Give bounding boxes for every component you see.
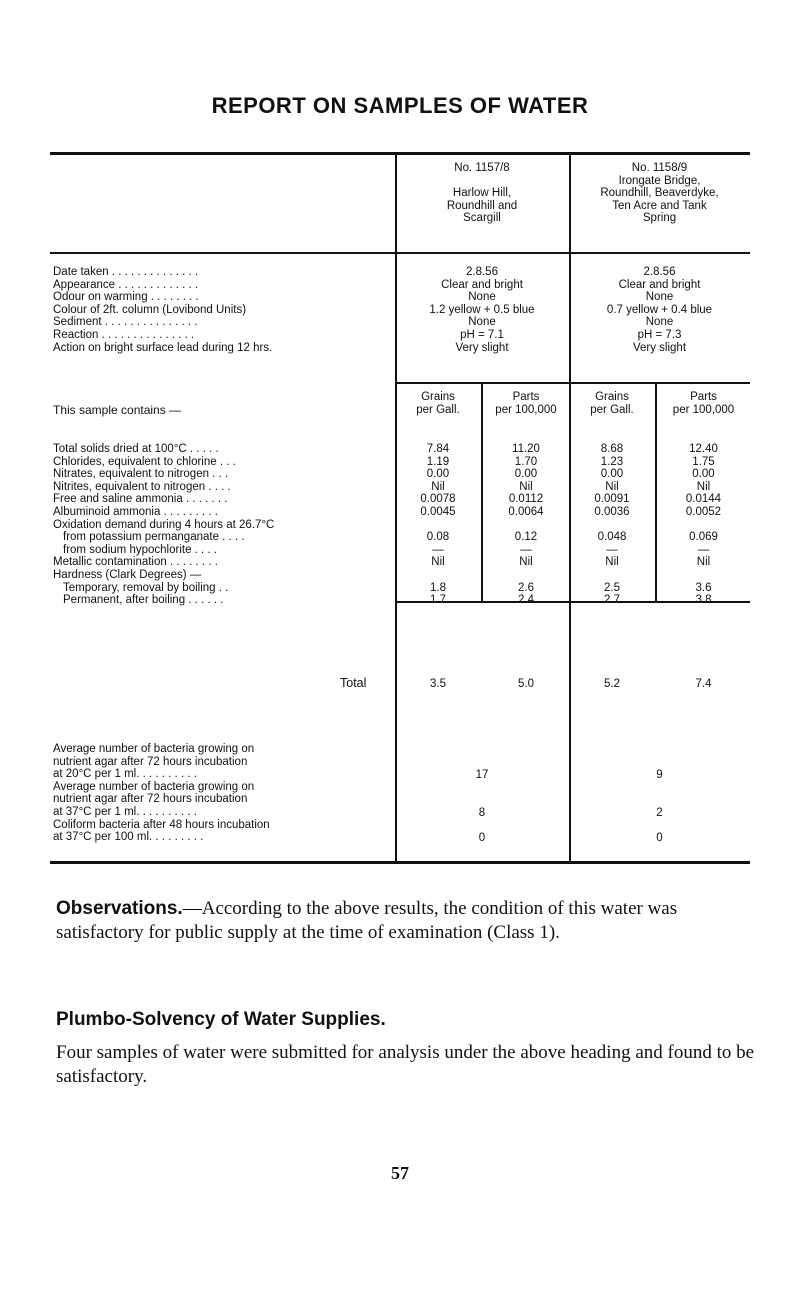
total-value-4: 7.4 xyxy=(695,678,712,690)
general-value: None xyxy=(645,291,674,304)
analysis-value: 12.40 xyxy=(689,443,718,455)
bacteria-sample2-37c: 2 xyxy=(656,807,663,819)
analysis-value: 8.68 xyxy=(600,443,624,455)
analysis-value: Nil xyxy=(519,480,533,493)
analysis-value: 1.19 xyxy=(426,455,450,468)
analysis-value: 2.4 xyxy=(518,594,534,607)
analysis-label: Free and saline ammonia . . . . . . . xyxy=(53,493,228,506)
bacteria-label: at 37°C per 100 ml. . . . . . . . . xyxy=(53,831,204,844)
general-value: 2.8.56 xyxy=(466,266,498,278)
general-value: Very slight xyxy=(632,341,687,354)
bacteria-sample1-20c: 17 xyxy=(475,769,489,781)
general-value: Clear and bright xyxy=(441,278,523,291)
analysis-label: Total solids dried at 100°C . . . . . xyxy=(53,443,219,455)
analysis-value xyxy=(483,519,569,532)
general-value: Very slight xyxy=(455,341,509,354)
analysis-value: — xyxy=(432,543,444,556)
contains-label: This sample contains — xyxy=(53,403,182,417)
analysis-value: — xyxy=(520,543,532,556)
analysis-value: 0.00 xyxy=(426,468,450,481)
unit-line: Parts xyxy=(690,391,717,403)
unit-line: per Gall. xyxy=(590,403,634,416)
page-title: REPORT ON SAMPLES OF WATER xyxy=(211,93,589,118)
general-value: None xyxy=(468,291,496,304)
bacteria-sample2-20c: 9 xyxy=(656,769,663,781)
unit-line: Parts xyxy=(512,391,540,403)
bacteria-label: Average number of bacteria growing on xyxy=(53,743,255,755)
page-number: 57 xyxy=(391,1163,409,1183)
sample1-header-line: Harlow Hill, xyxy=(452,187,512,200)
analysis-value: 0.0091 xyxy=(594,493,630,506)
sample1-header-line: No. 1157/8 xyxy=(454,162,510,174)
plumbo-text: Four samples of water were submitted for analysis under the above heading and found to be satisfactory. xyxy=(56,1042,755,1087)
analysis-value: 1.70 xyxy=(514,455,538,468)
analysis-label: Chlorides, equivalent to chlorine . . . xyxy=(53,455,236,468)
analysis-value: 0.0078 xyxy=(420,493,456,506)
row-divider-units xyxy=(395,382,750,384)
analysis-value xyxy=(395,519,481,532)
bacteria-label: nutrient agar after 72 hours incubation xyxy=(53,793,248,806)
unit-line: per 100,000 xyxy=(495,403,557,416)
analysis-col3 xyxy=(569,443,655,607)
analysis-value xyxy=(569,519,655,532)
analysis-value xyxy=(569,569,655,582)
analysis-col4 xyxy=(657,443,750,607)
analysis-value: Nil xyxy=(696,556,711,569)
sample2-header-line: No. 1158/9 xyxy=(631,162,688,174)
water-sample-table xyxy=(50,152,750,864)
general-value: pH = 7.1 xyxy=(460,328,504,341)
analysis-value: 3.8 xyxy=(695,594,712,607)
bacteria-sample1-coliform: 0 xyxy=(478,832,486,844)
sample1-header-line: Roundhill and xyxy=(446,199,518,212)
analysis-value: — xyxy=(606,543,618,556)
bacteria-sample1-37c: 8 xyxy=(478,807,486,819)
analysis-value: 1.8 xyxy=(430,581,446,594)
bacteria-label: nutrient agar after 72 hours incubation xyxy=(53,755,248,768)
analysis-value: 0.0052 xyxy=(685,505,722,518)
analysis-label: from sodium hypochlorite . . . . xyxy=(63,543,218,556)
analysis-value: 3.6 xyxy=(695,581,712,594)
analysis-value: Nil xyxy=(431,556,445,569)
bacteria-label: Coliform bacteria after 48 hours incubation xyxy=(53,818,270,831)
analysis-label: Nitrates, equivalent to nitrogen . . . xyxy=(53,468,229,481)
general-label: Colour of 2ft. column (Lovibond Units) xyxy=(53,303,247,316)
general-value: None xyxy=(468,316,496,329)
unit-line: Grains xyxy=(595,391,629,403)
sample2-header-line: Roundhill, Beaverdyke, xyxy=(600,187,719,200)
unit-line: Grains xyxy=(421,391,455,403)
analysis-value: 0.0064 xyxy=(508,505,544,518)
general-value: Clear and bright xyxy=(618,278,701,291)
general-label: Date taken . . . . . . . . . . . . . . xyxy=(53,266,199,278)
bacteria-label: at 37°C per 1 ml. . . . . . . . . . xyxy=(53,805,197,818)
analysis-value: Nil xyxy=(696,480,711,493)
unit-parts-1 xyxy=(483,391,569,416)
analysis-label: Temporary, removal by boiling . . xyxy=(63,581,229,594)
sample2-header-line: Ten Acre and Tank xyxy=(612,199,707,212)
general-value: pH = 7.3 xyxy=(637,328,682,341)
general-labels xyxy=(53,266,393,354)
bacteria-label: Average number of bacteria growing on xyxy=(53,780,255,793)
analysis-value: — xyxy=(697,543,710,556)
row-divider-header xyxy=(50,252,750,254)
sample2-header-line: Irongate Bridge, xyxy=(618,174,701,187)
total-value-1: 3.5 xyxy=(430,678,446,690)
analysis-value: Nil xyxy=(605,556,619,569)
total-label: Total xyxy=(340,676,367,690)
analysis-col2 xyxy=(483,443,569,607)
unit-parts-2 xyxy=(657,391,750,416)
general-value: None xyxy=(645,316,674,329)
general-label: Action on bright surface lead during 12 hrs. xyxy=(53,341,273,354)
general-label: Sediment . . . . . . . . . . . . . . . xyxy=(53,316,198,329)
analysis-value xyxy=(395,569,481,582)
unit-grains-1 xyxy=(395,391,481,416)
unit-line: per 100,000 xyxy=(672,403,735,416)
analysis-value: 0.069 xyxy=(689,531,718,544)
analysis-value: 1.75 xyxy=(692,455,715,468)
total-value-3: 5.2 xyxy=(604,678,620,690)
analysis-label: Nitrites, equivalent to nitrogen . . . . xyxy=(53,480,231,493)
unit-grains-2 xyxy=(569,391,655,416)
analysis-label: Oxidation demand during 4 hours at 26.7°C xyxy=(53,518,275,531)
analysis-value: 0.0112 xyxy=(508,493,544,506)
analysis-value: 1.23 xyxy=(600,455,624,468)
analysis-value xyxy=(483,569,569,582)
analysis-value: 2.7 xyxy=(604,594,620,607)
analysis-value: 11.20 xyxy=(512,443,540,455)
analysis-labels xyxy=(53,443,393,607)
general-value: 0.7 yellow + 0.4 blue xyxy=(606,303,713,316)
general-sample2 xyxy=(569,266,750,354)
analysis-col1 xyxy=(395,443,481,607)
analysis-value: 0.08 xyxy=(426,531,450,544)
unit-line: per Gall. xyxy=(416,403,460,416)
sample1-header-line: Scargill xyxy=(463,212,501,225)
general-label: Appearance . . . . . . . . . . . . . xyxy=(53,278,199,291)
analysis-value: 0.048 xyxy=(597,531,627,544)
analysis-label: Albuminoid ammonia . . . . . . . . . xyxy=(53,505,218,518)
sample1-header-line xyxy=(395,175,569,188)
analysis-value: Nil xyxy=(431,480,445,493)
analysis-value: Nil xyxy=(519,556,533,569)
general-label: Odour on warming . . . . . . . . xyxy=(53,291,199,304)
analysis-value: 0.00 xyxy=(692,468,715,481)
analysis-value: 0.0144 xyxy=(685,493,722,506)
analysis-value xyxy=(657,519,750,532)
analysis-value: 0.0045 xyxy=(420,505,456,518)
analysis-label: Permanent, after boiling . . . . . . xyxy=(63,594,224,607)
bacteria-label: at 20°C per 1 ml. . . . . . . . . . xyxy=(53,768,197,781)
analysis-value: 0.00 xyxy=(514,468,538,481)
analysis-value: 0.12 xyxy=(514,531,538,544)
general-label: Reaction . . . . . . . . . . . . . . . xyxy=(53,328,195,341)
analysis-label: Metallic contamination . . . . . . . . xyxy=(53,556,218,569)
analysis-value xyxy=(657,569,750,582)
observations-heading: Observations. xyxy=(56,898,183,919)
general-value: 1.2 yellow + 0.5 blue xyxy=(429,303,535,316)
analysis-value: 7.84 xyxy=(426,443,450,455)
analysis-value: 1.7 xyxy=(430,594,446,607)
sample2-header-line: Spring xyxy=(642,212,677,225)
analysis-value: Nil xyxy=(605,480,619,493)
bacteria-sample2-coliform: 0 xyxy=(656,832,663,844)
general-sample1 xyxy=(395,266,569,354)
bacteria-labels xyxy=(53,743,393,844)
analysis-value: 0.0036 xyxy=(594,505,630,518)
analysis-value: 2.6 xyxy=(518,581,534,594)
observations-text: —According to the above results, the condition of this water was satisfactory for public supply at the time of examination (Class 1). xyxy=(56,898,678,943)
general-value: 2.8.56 xyxy=(643,266,676,278)
analysis-value: 2.5 xyxy=(604,581,620,594)
plumbo-heading: Plumbo-Solvency of Water Supplies. xyxy=(56,1009,386,1030)
analysis-label: Hardness (Clark Degrees) — xyxy=(53,568,202,581)
analysis-value: 0.00 xyxy=(600,468,624,481)
observations-paragraph xyxy=(56,897,756,945)
sample2-header xyxy=(569,162,750,225)
total-value-2: 5.0 xyxy=(518,678,534,690)
analysis-label: from potassium permanganate . . . . xyxy=(63,531,245,544)
sample1-header xyxy=(395,162,569,225)
